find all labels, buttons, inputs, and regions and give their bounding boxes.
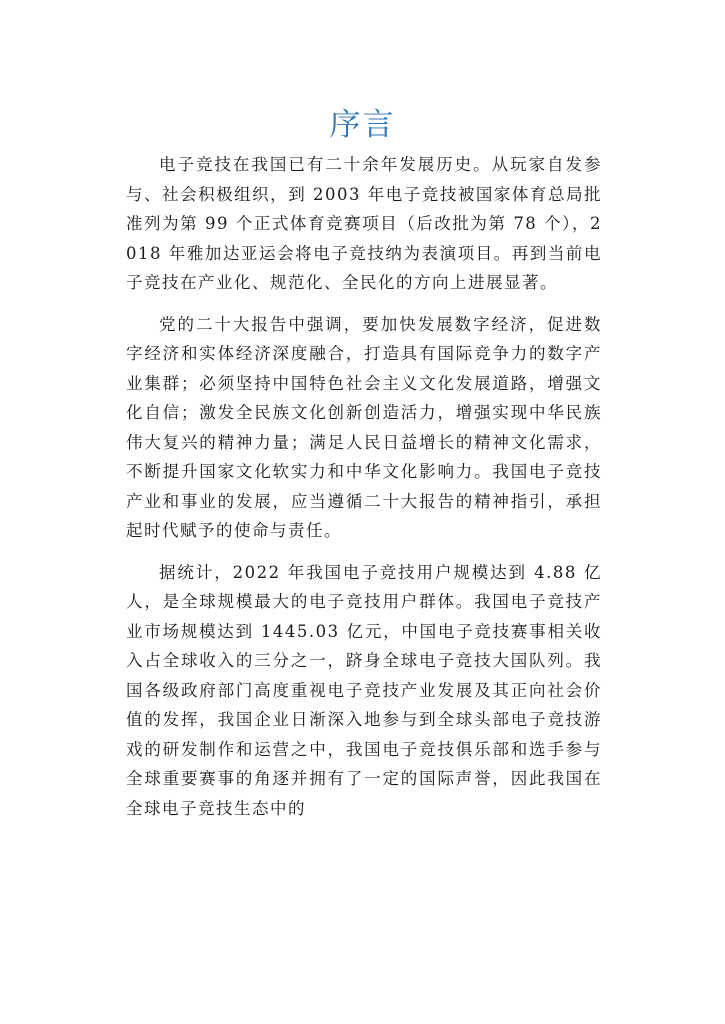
paragraph-history: 电子竞技在我国已有二十余年发展历史。从玩家自发参与、社会积极组织，到 2003 年电子竞技被国家体育总局批准列为第 99 个正式体育竞赛项目（后改批为第 78 个），2018 年雅加达亚运会将电子竞技纳为表演项目。再到当前电子竞技在产业化、规范化、全民化的方向上进展显著。 [126,155,602,292]
page-title: 序言 [329,107,396,143]
paragraph-party-report: 党的二十大报告中强调，要加快发展数字经济，促进数字经济和实体经济深度融合，打造具有国际竞争力的数字产业集群；必须坚持中国特色社会主义文化发展道路，增强文化自信；激发全民族文化创新创造活力，增强实现中华民族伟大复兴的精神力量；满足人民日益增长的精神文化需求，不断提升国家文化软实力和中华文化影响力。我国电子竞技产业和事业的发展，应当遵循二十大报告的精神指引，承担起时代赋予的使命与责任。 [126,314,602,540]
paragraph-statistics: 据统计，2022 年我国电子竞技用户规模达到 4.88 亿人，是全球规模最大的电子竞技用户群体。我国电子竞技产业市场规模达到 1445.03 亿元，中国电子竞技赛事相关收入占全球收入的三分之一，跻身全球电子竞技大国队列。我国各级政府部门高度重视电子竞技产业发展及其正向社会价值的发挥，我国企业日渐深入地参与到全球头部电子竞技游戏的研发制作和运营之中，我国电子竞技俱乐部和选手参与全球重要赛事的角逐并拥有了一定的国际声誉，因此我国在全球电子竞技生态中的 [126,562,602,818]
document-body [126,150,602,835]
